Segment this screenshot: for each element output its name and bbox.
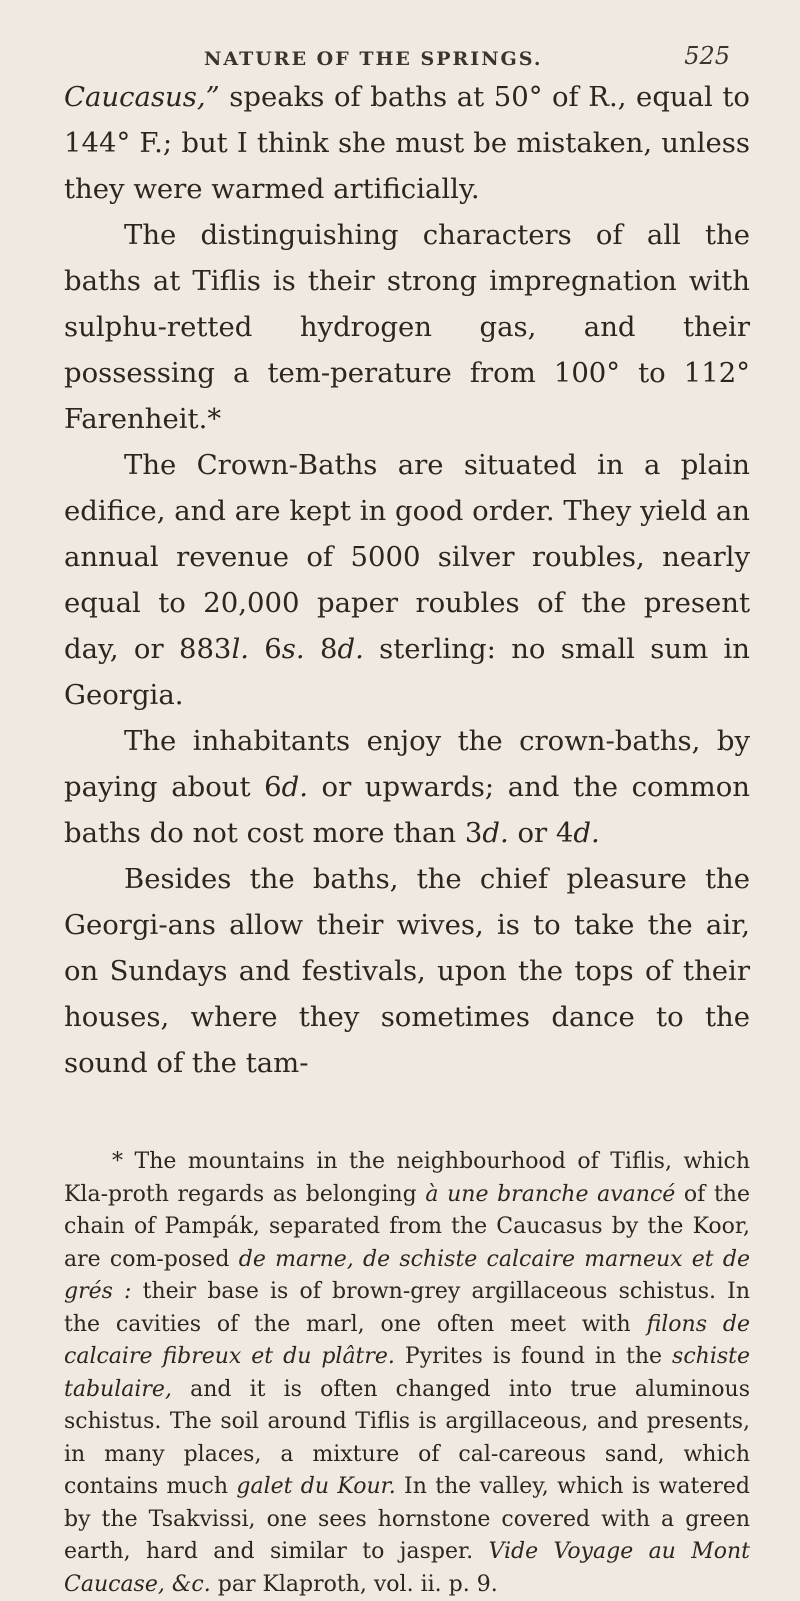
footnote-italic-4: schiste tabulaire,	[64, 1344, 751, 1402]
pence-unit-3: d.	[573, 817, 600, 849]
paragraph-4-part2: or upwards; and the common baths do not cost more than 3	[64, 771, 750, 849]
pound-unit: l.	[231, 633, 249, 665]
footnote	[64, 1146, 750, 1601]
footnote-italic-1: à une branche avancé	[425, 1181, 676, 1207]
footnote-italic-2: de marne, de schiste calcaire marneux et de grés :	[64, 1246, 750, 1304]
paragraph-5: Besides the baths, the chief pleasure the Georgi-ans allow their wives, is to take the air, on Sundays and festivals, upon the tops of their houses, where they sometimes dance to the sound of the tam-	[64, 863, 750, 1079]
page-number: 525	[684, 42, 730, 70]
body-text	[64, 74, 750, 1086]
footnote-seg-4: Pyrites is found in the	[394, 1344, 673, 1369]
running-title: NATURE OF THE SPRINGS.	[204, 48, 543, 70]
shilling-unit: s.	[281, 633, 305, 665]
footnote-italic-3: filons de calcaire fibreux et du plâtre.	[64, 1311, 751, 1369]
paragraph-3	[64, 442, 750, 718]
paragraph-3-mid2: 8	[304, 633, 338, 665]
italic-lead: Caucasus,”	[64, 81, 220, 113]
footnote-italic-5: galet du Kour.	[236, 1474, 396, 1499]
paragraph-3-text: The Crown-Baths are situated in a plain edifice, and are kept in good order. They yield an annual revenue of 5000 silver roubles, nearly equal to 20,000 paper roubles of the present day, or 883	[64, 449, 750, 665]
paragraph-2: The distinguishing characters of all the baths at Tiflis is their strong impregnation with sulphu-retted hydrogen gas, and their possessing a tem-perature from 100° to 112° Farenheit.*	[64, 219, 750, 435]
paragraph-4-part1: The inhabitants enjoy the crown-baths, by paying about 6	[64, 725, 750, 803]
paragraph-1-text: speaks of baths at 50° of R., equal to 144° F.; but I think she must be mistaken, unless they were warmed artificially.	[64, 81, 750, 205]
paragraph-4-part3: or 4	[508, 817, 574, 849]
pence-unit-2: d.	[482, 817, 509, 849]
footnote-italic-6: Vide Voyage au Mont Caucase, &c.	[64, 1539, 750, 1597]
paragraph-3-mid: 6	[248, 633, 282, 665]
footnote-seg-3: their base is of brown-grey argillaceous schistus. In the cavities of the marl, one often meet with	[64, 1279, 750, 1337]
paragraph-1	[64, 74, 750, 212]
pence-unit-1: d.	[281, 771, 308, 803]
pence-unit: d.	[337, 633, 364, 665]
paragraph-4	[64, 718, 750, 856]
page-header	[64, 0, 750, 74]
footnote-seg-7: par Klaproth, vol. ii. p. 9.	[210, 1571, 498, 1597]
footnote-seg-1: * The mountains in the neighbourhood of Tiflis, which Kla-proth regards as belonging	[64, 1149, 750, 1207]
footnote-text	[64, 1146, 750, 1601]
paragraph-3-tail: sterling: no small sum in Georgia.	[64, 633, 750, 711]
footnote-seg-6: In the valley, which is watered by the Tsakvissi, one sees hornstone covered with a green earth, hard and similar to jasper.	[64, 1474, 751, 1564]
footnote-seg-5: and it is often changed into true aluminous schistus. The soil around Tiflis is argillaceous, and presents, in many places, a mixture of cal-careous sand, which contains much	[64, 1376, 750, 1499]
footnote-seg-2: of the chain of Pampák, separated from the Caucasus by the Koor, are com-posed	[64, 1181, 750, 1272]
